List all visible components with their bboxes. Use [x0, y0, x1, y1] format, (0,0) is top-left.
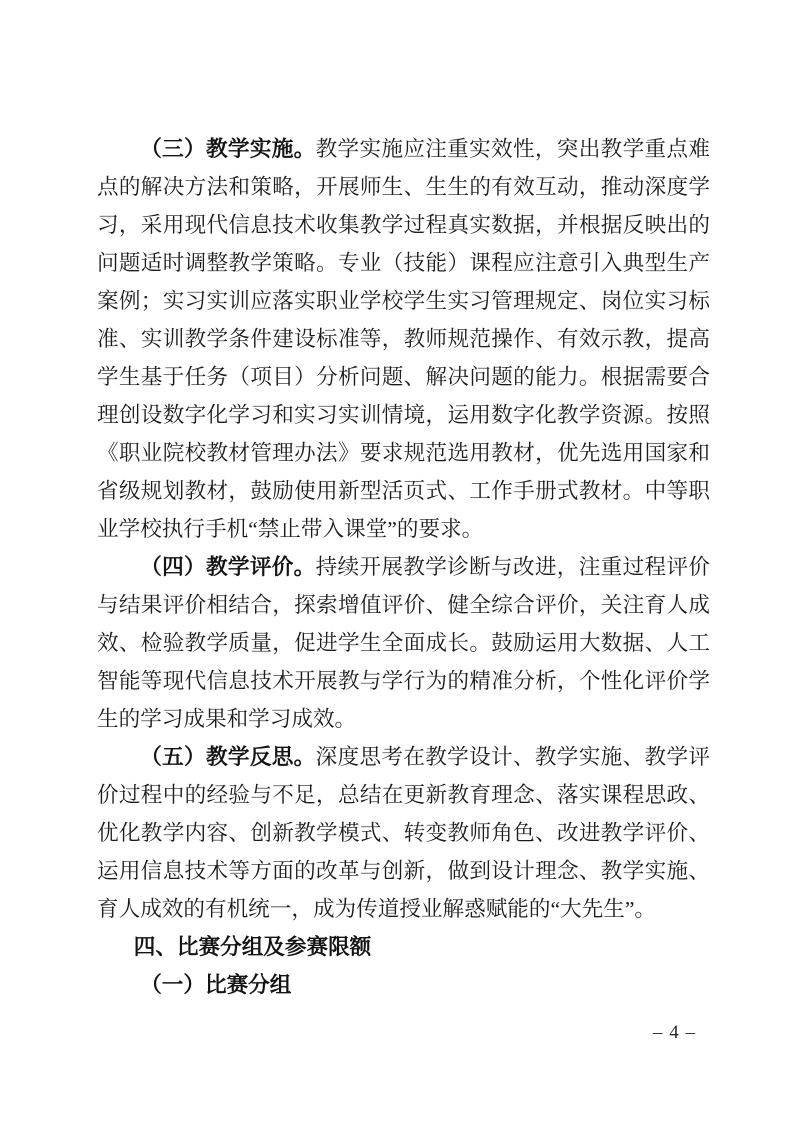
- paragraph-teaching-reflection: [97, 738, 710, 928]
- page-number: – 4 –: [653, 1022, 696, 1043]
- paragraph-heading-teaching-implementation: （三）教学实施。: [140, 137, 316, 161]
- paragraph-heading-teaching-evaluation: （四）教学评价。: [140, 555, 316, 579]
- paragraph-teaching-evaluation: [97, 548, 710, 738]
- paragraph-teaching-implementation: [97, 130, 710, 548]
- paragraph-body-teaching-evaluation: 持续开展教学诊断与改进，注重过程评价与结果评价相结合，探索增值评价、健全综合评价，关注育人成效、检验教学质量，促进学生全面成长。鼓励运用大数据、人工智能等现代信息技术开展教与学行为的精准分析，个性化评价学生的学习成果和学习成效。: [97, 555, 710, 731]
- subsection-heading-competition-groups: （一）比赛分组: [140, 973, 292, 997]
- paragraph-body-teaching-implementation: 教学实施应注重实效性，突出教学重点难点的解决方法和策略，开展师生、生生的有效互动，推动深度学习，采用现代信息技术收集教学过程真实数据，并根据反映出的问题适时调整教学策略。专业（技能）课程应注意引入典型生产案例；实习实训应落实职业学校学生实习管理规定、岗位实习标准、实训教学条件建设标准等，教师规范操作、有效示教，提高学生基于任务（项目）分析问题、解决问题的能力。根据需要合理创设数字化学习和实习实训情境，运用数字化教学资源。按照《职业院校教材管理办法》要求规范选用教材，优先选用国家和省级规划教材，鼓励使用新型活页式、工作手册式教材。中等职业学校执行手机“禁止带入课堂”的要求。: [97, 137, 710, 541]
- section-heading-competition-grouping: 四、比赛分组及参赛限额: [133, 934, 372, 959]
- paragraph-heading-teaching-reflection: （五）教学反思。: [140, 745, 316, 769]
- paragraph-body-teaching-reflection: 深度思考在教学设计、教学实施、教学评价过程中的经验与不足，总结在更新教育理念、落实课程思政、优化教学内容、创新教学模式、转变教师角色、改进教学评价、运用信息技术等方面的改革与创新，做到设计理念、教学实施、育人成效的有机统一，成为传道授业解惑赋能的“大先生”。: [97, 745, 710, 921]
- page-body: [97, 130, 710, 1004]
